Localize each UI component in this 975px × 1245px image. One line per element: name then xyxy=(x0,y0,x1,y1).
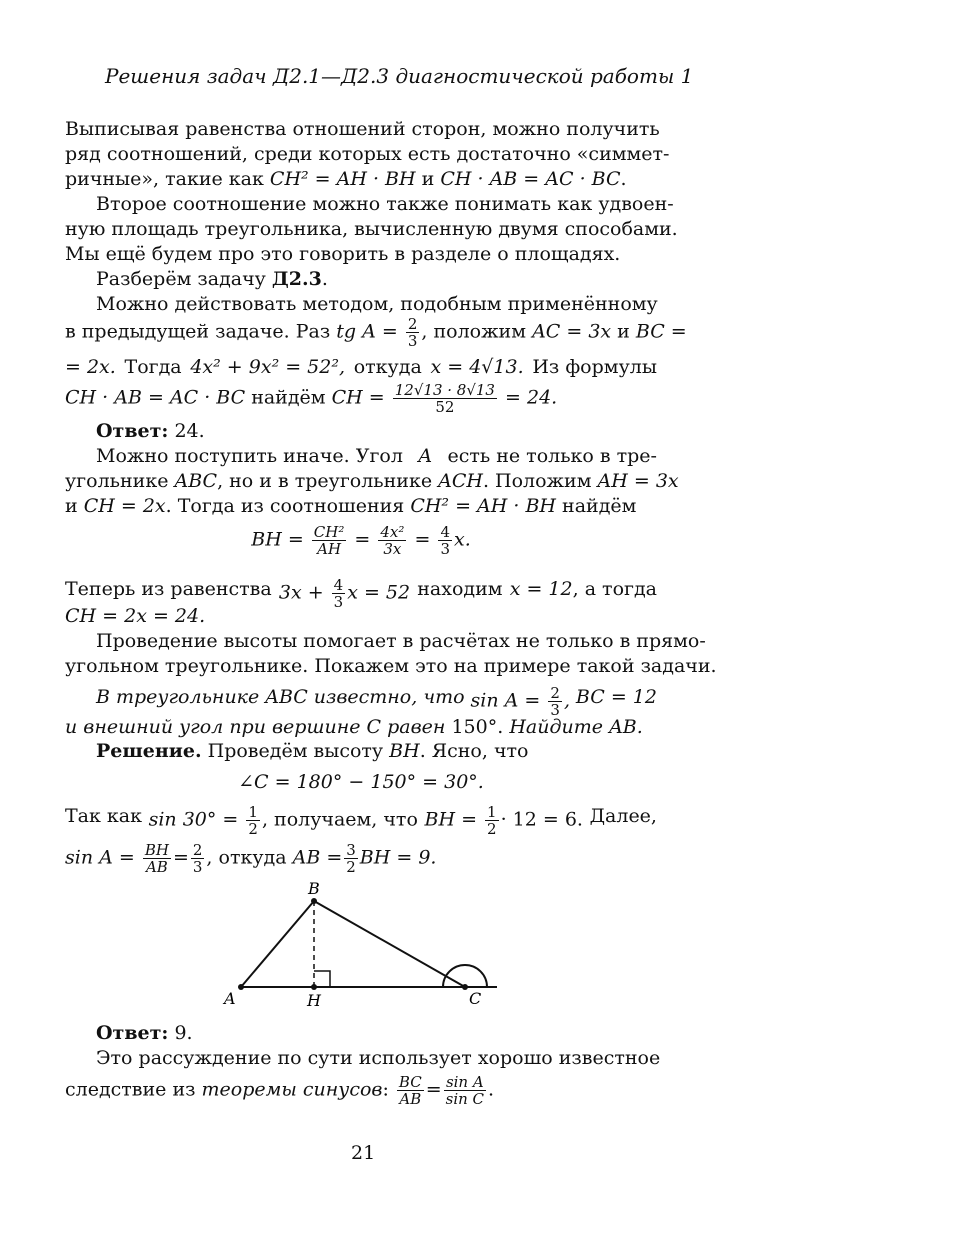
text-line: Так как sin 30° = $\frac{1}{2}$ , получаем, что BH = $\frac{1}{2}$ · 12 = 6. Далее, xyxy=(65,803,657,838)
text-line: ричные», такие как CH² = AH · BH и CH · AB = AC · BC. xyxy=(65,168,627,190)
page-number: 21 xyxy=(351,1142,376,1164)
text-line: sin A = $\frac{BH}{AB}$ = $\frac{2}{3}$ , откуда AB = $\frac{3}{2}$ BH = 9. xyxy=(65,841,437,876)
point-b xyxy=(311,898,317,904)
label-b: B xyxy=(308,879,320,898)
text-line: Теперь из равенства 3x + $\frac{4}{3}$ x = 52 находим x = 12, а тогда xyxy=(65,576,657,611)
label-c: C xyxy=(469,989,482,1008)
text-line: CH · AB = AC · BC найдём CH = $\frac{12√13 \cdot 8√13}{52}$ = 24. xyxy=(65,381,558,416)
page xyxy=(65,0,717,1245)
formula: CH² = AH · BH xyxy=(269,168,416,190)
text-line: Это рассуждение по сути использует хорошо известное xyxy=(96,1047,661,1069)
display-formula: BH = $\frac{\text{CH²}}{AH}$ = $\frac{\text{4x²}}{3x}$ = $\frac{4}{3}$ x. xyxy=(251,523,471,558)
text-line: = 2x. Тогда 4x² + 9x² = 52², откуда x = 4√13. Из формулы xyxy=(65,356,657,378)
text-line: Разберём задачу Д2.3. xyxy=(96,268,328,290)
point-a xyxy=(238,984,244,990)
text-line: Проведение высоты помогает в расчётах не только в прямо- xyxy=(96,630,706,652)
answer-line: Ответ: 9. xyxy=(96,1022,193,1044)
formula: CH · AB = AC · BC xyxy=(440,168,621,190)
exterior-angle-arc xyxy=(443,965,487,987)
text-line: следствие из теоремы синусов: $\frac{BC}{AB}$ = $\frac{\text{sin A}}{\text{sin C}}$ . xyxy=(65,1073,495,1108)
text-line: и CH = 2x. Тогда из соотношения CH² = AH · BH найдём xyxy=(65,495,637,517)
text-line: Можно действовать методом, подобным применённому xyxy=(96,293,658,315)
running-header: Решения задач Д2.1—Д2.3 диагностической работы 1 xyxy=(105,64,694,88)
point-c xyxy=(462,984,468,990)
text-line: угольнике ABC, но и в треугольнике ACH. Положим AH = 3x xyxy=(65,470,679,492)
label-h: H xyxy=(307,991,321,1010)
text-line: Мы ещё будем про это говорить в разделе о площадях. xyxy=(65,243,621,265)
task-ref: Д2.3 xyxy=(271,268,322,290)
problem-line: В треугольнике ABC известно, что sin A = $\frac{2}{3}$ , BC = 12 xyxy=(96,684,657,719)
text-line: Можно поступить иначе. Угол A есть не только в тре- xyxy=(96,445,657,467)
text-line: в предыдущей задаче. Раз tg A = $\frac{2}{3}$ , положим AC = 3x и BC = xyxy=(65,315,687,350)
text-line: ряд соотношений, среди которых есть достаточно «симмет- xyxy=(65,143,670,165)
problem-line: и внешний угол при вершине C равен 150°. Найдите AB. xyxy=(65,716,643,738)
display-formula: ∠C = 180° − 150° = 30°. xyxy=(238,771,484,793)
answer-line: Ответ: 24. xyxy=(96,420,205,442)
point-h xyxy=(311,984,317,990)
label-a: A xyxy=(224,989,236,1008)
text-line: CH = 2x = 24. xyxy=(65,605,206,627)
text-line: Решение. Проведём высоту BH. Ясно, что xyxy=(96,740,529,762)
side-ab xyxy=(241,901,314,987)
side-bc xyxy=(314,901,465,987)
text-line: ную площадь треугольника, вычисленную двумя способами. xyxy=(65,218,678,240)
text-line: Второе соотношение можно также понимать как удвоен- xyxy=(96,193,674,215)
text-line: Выписывая равенства отношений сторон, можно получить xyxy=(65,118,660,140)
text-line: угольном треугольнике. Покажем это на примере такой задачи. xyxy=(65,655,717,677)
right-angle-mark xyxy=(314,971,330,987)
fraction: $\frac{12√13 \cdot 8√13}{52}$ xyxy=(394,381,495,416)
fraction: $\frac{2}{3}$ xyxy=(407,315,418,350)
